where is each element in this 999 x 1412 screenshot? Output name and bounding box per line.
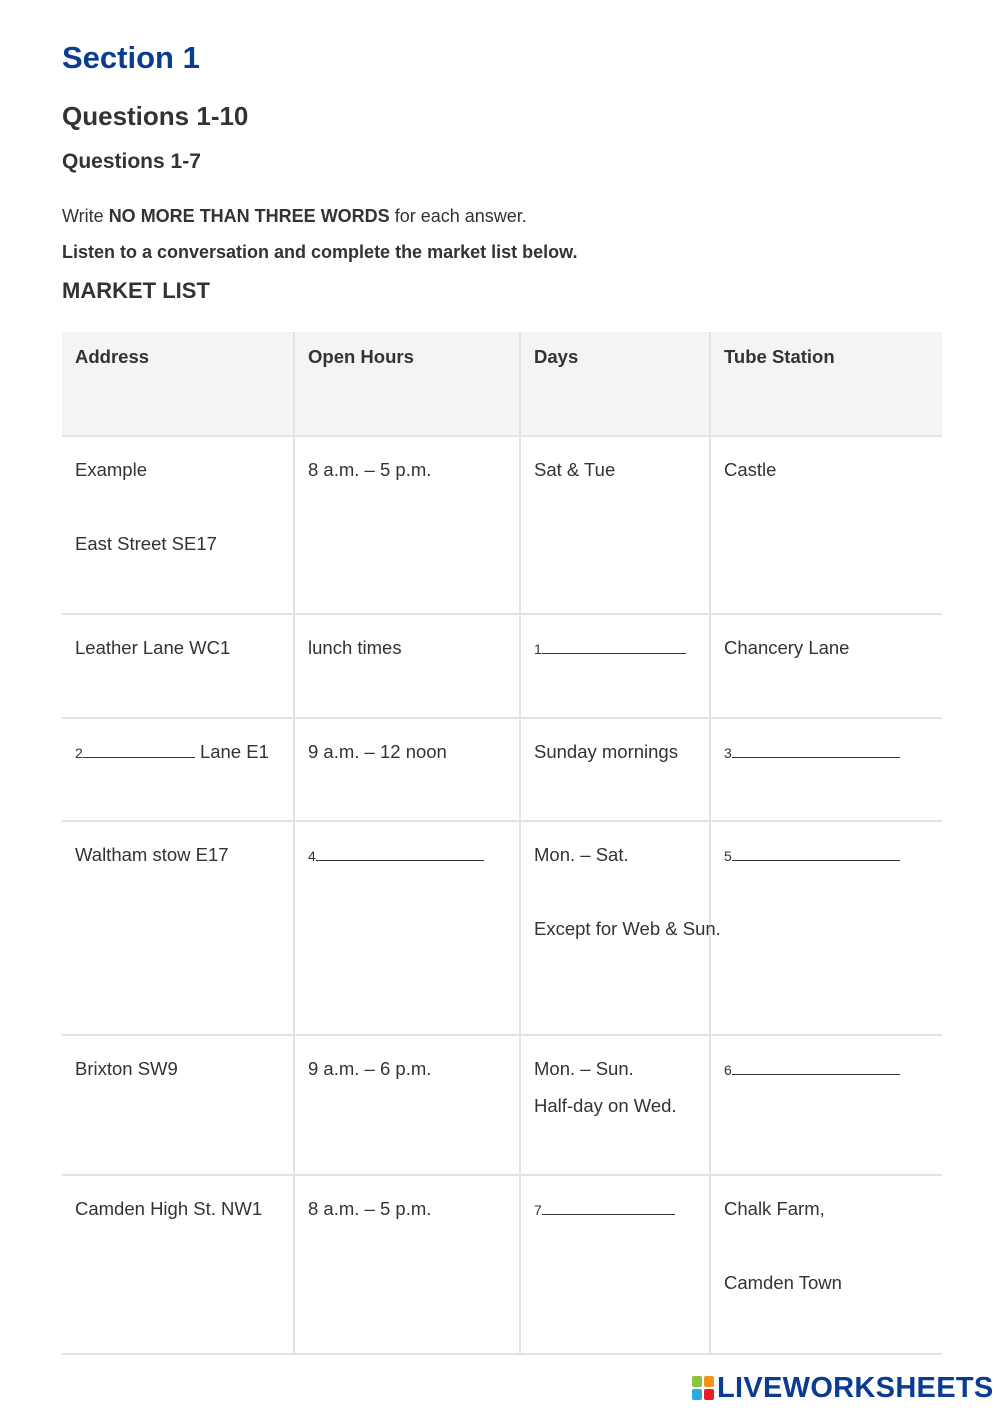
instruction-word-limit-bold: NO MORE THAN THREE WORDS (108, 206, 390, 226)
answer-blank-5[interactable] (732, 838, 900, 861)
answer-blank-7[interactable] (542, 1192, 675, 1215)
days-line: Mon. – Sun. (534, 1058, 634, 1079)
section-title: Section 1 (62, 40, 200, 75)
question-number: 2 (75, 745, 83, 761)
days-line: Except for Web & Sun. (534, 918, 721, 939)
table-row (62, 1175, 942, 1354)
instruction-word-limit (62, 206, 527, 227)
market-list-table (62, 332, 942, 1355)
cell-station (710, 1175, 942, 1354)
instruction-listen: Listen to a conversation and complete the market list below. (62, 242, 578, 262)
cell-address: Brixton SW9 (62, 1035, 294, 1175)
table-header-row (62, 332, 942, 436)
cell-hours: 8 a.m. – 5 p.m. (294, 436, 520, 614)
brand-name: LIVEWORKSHEETS (717, 1371, 994, 1404)
example-label: Example (75, 459, 147, 480)
logo-tile (704, 1389, 714, 1400)
question-number: 5 (724, 848, 732, 864)
header-tube-station: Tube Station (710, 332, 942, 436)
questions-range-heading: Questions 1-10 (62, 101, 249, 131)
questions-sub-heading: Questions 1-7 (62, 150, 201, 173)
answer-blank-3[interactable] (732, 735, 900, 758)
cell-days (520, 614, 710, 718)
table-row (62, 614, 942, 718)
instruction-suffix: for each answer. (394, 206, 527, 226)
cell-days (520, 821, 721, 1035)
cell-station (710, 718, 942, 821)
cell-address (62, 718, 294, 821)
header-open-hours: Open Hours (294, 332, 520, 436)
table-row (62, 718, 942, 821)
cell-days (520, 1175, 710, 1354)
instruction-prefix: Write (62, 206, 104, 226)
days-line: Mon. – Sat. (534, 844, 629, 865)
station-line: Camden Town (724, 1272, 842, 1293)
days-line: Half-day on Wed. (534, 1095, 677, 1116)
cell-address: Camden High St. NW1 (62, 1175, 294, 1354)
question-number: 4 (308, 848, 316, 864)
liveworksheets-logo-icon (692, 1376, 714, 1400)
cell-hours: 9 a.m. – 6 p.m. (294, 1035, 520, 1175)
cell-hours (294, 821, 520, 1035)
cell-days (520, 1035, 710, 1175)
cell-station (710, 1035, 942, 1175)
liveworksheets-branding (692, 1373, 994, 1403)
market-list-title: MARKET LIST (62, 278, 210, 303)
cell-hours: lunch times (294, 614, 520, 718)
cell-station: Castle (710, 436, 942, 614)
question-number: 1 (534, 641, 542, 657)
cell-address: Waltham stow E17 (62, 821, 294, 1035)
logo-tile (692, 1376, 702, 1387)
answer-blank-2[interactable] (83, 735, 195, 758)
cell-hours: 9 a.m. – 12 noon (294, 718, 520, 821)
cell-days: Sunday mornings (520, 718, 710, 821)
header-days: Days (520, 332, 710, 436)
address-text: East Street SE17 (75, 533, 217, 554)
cell-hours: 8 a.m. – 5 p.m. (294, 1175, 520, 1354)
logo-tile (704, 1376, 714, 1387)
answer-blank-6[interactable] (732, 1052, 900, 1075)
table-row (62, 1035, 942, 1175)
cell-address: Leather Lane WC1 (62, 614, 294, 718)
address-suffix: Lane E1 (199, 741, 269, 762)
cell-address (62, 436, 294, 614)
cell-station: Chancery Lane (710, 614, 942, 718)
table-row-example (62, 436, 942, 614)
answer-blank-4[interactable] (316, 838, 484, 861)
cell-station (710, 821, 942, 1035)
logo-tile (692, 1389, 702, 1400)
question-number: 3 (724, 745, 732, 761)
header-address: Address (62, 332, 294, 436)
question-number: 7 (534, 1202, 542, 1218)
table-row (62, 821, 942, 1035)
question-number: 6 (724, 1062, 732, 1078)
answer-blank-1[interactable] (542, 631, 686, 654)
station-line: Chalk Farm, (724, 1198, 825, 1219)
cell-days: Sat & Tue (520, 436, 710, 614)
